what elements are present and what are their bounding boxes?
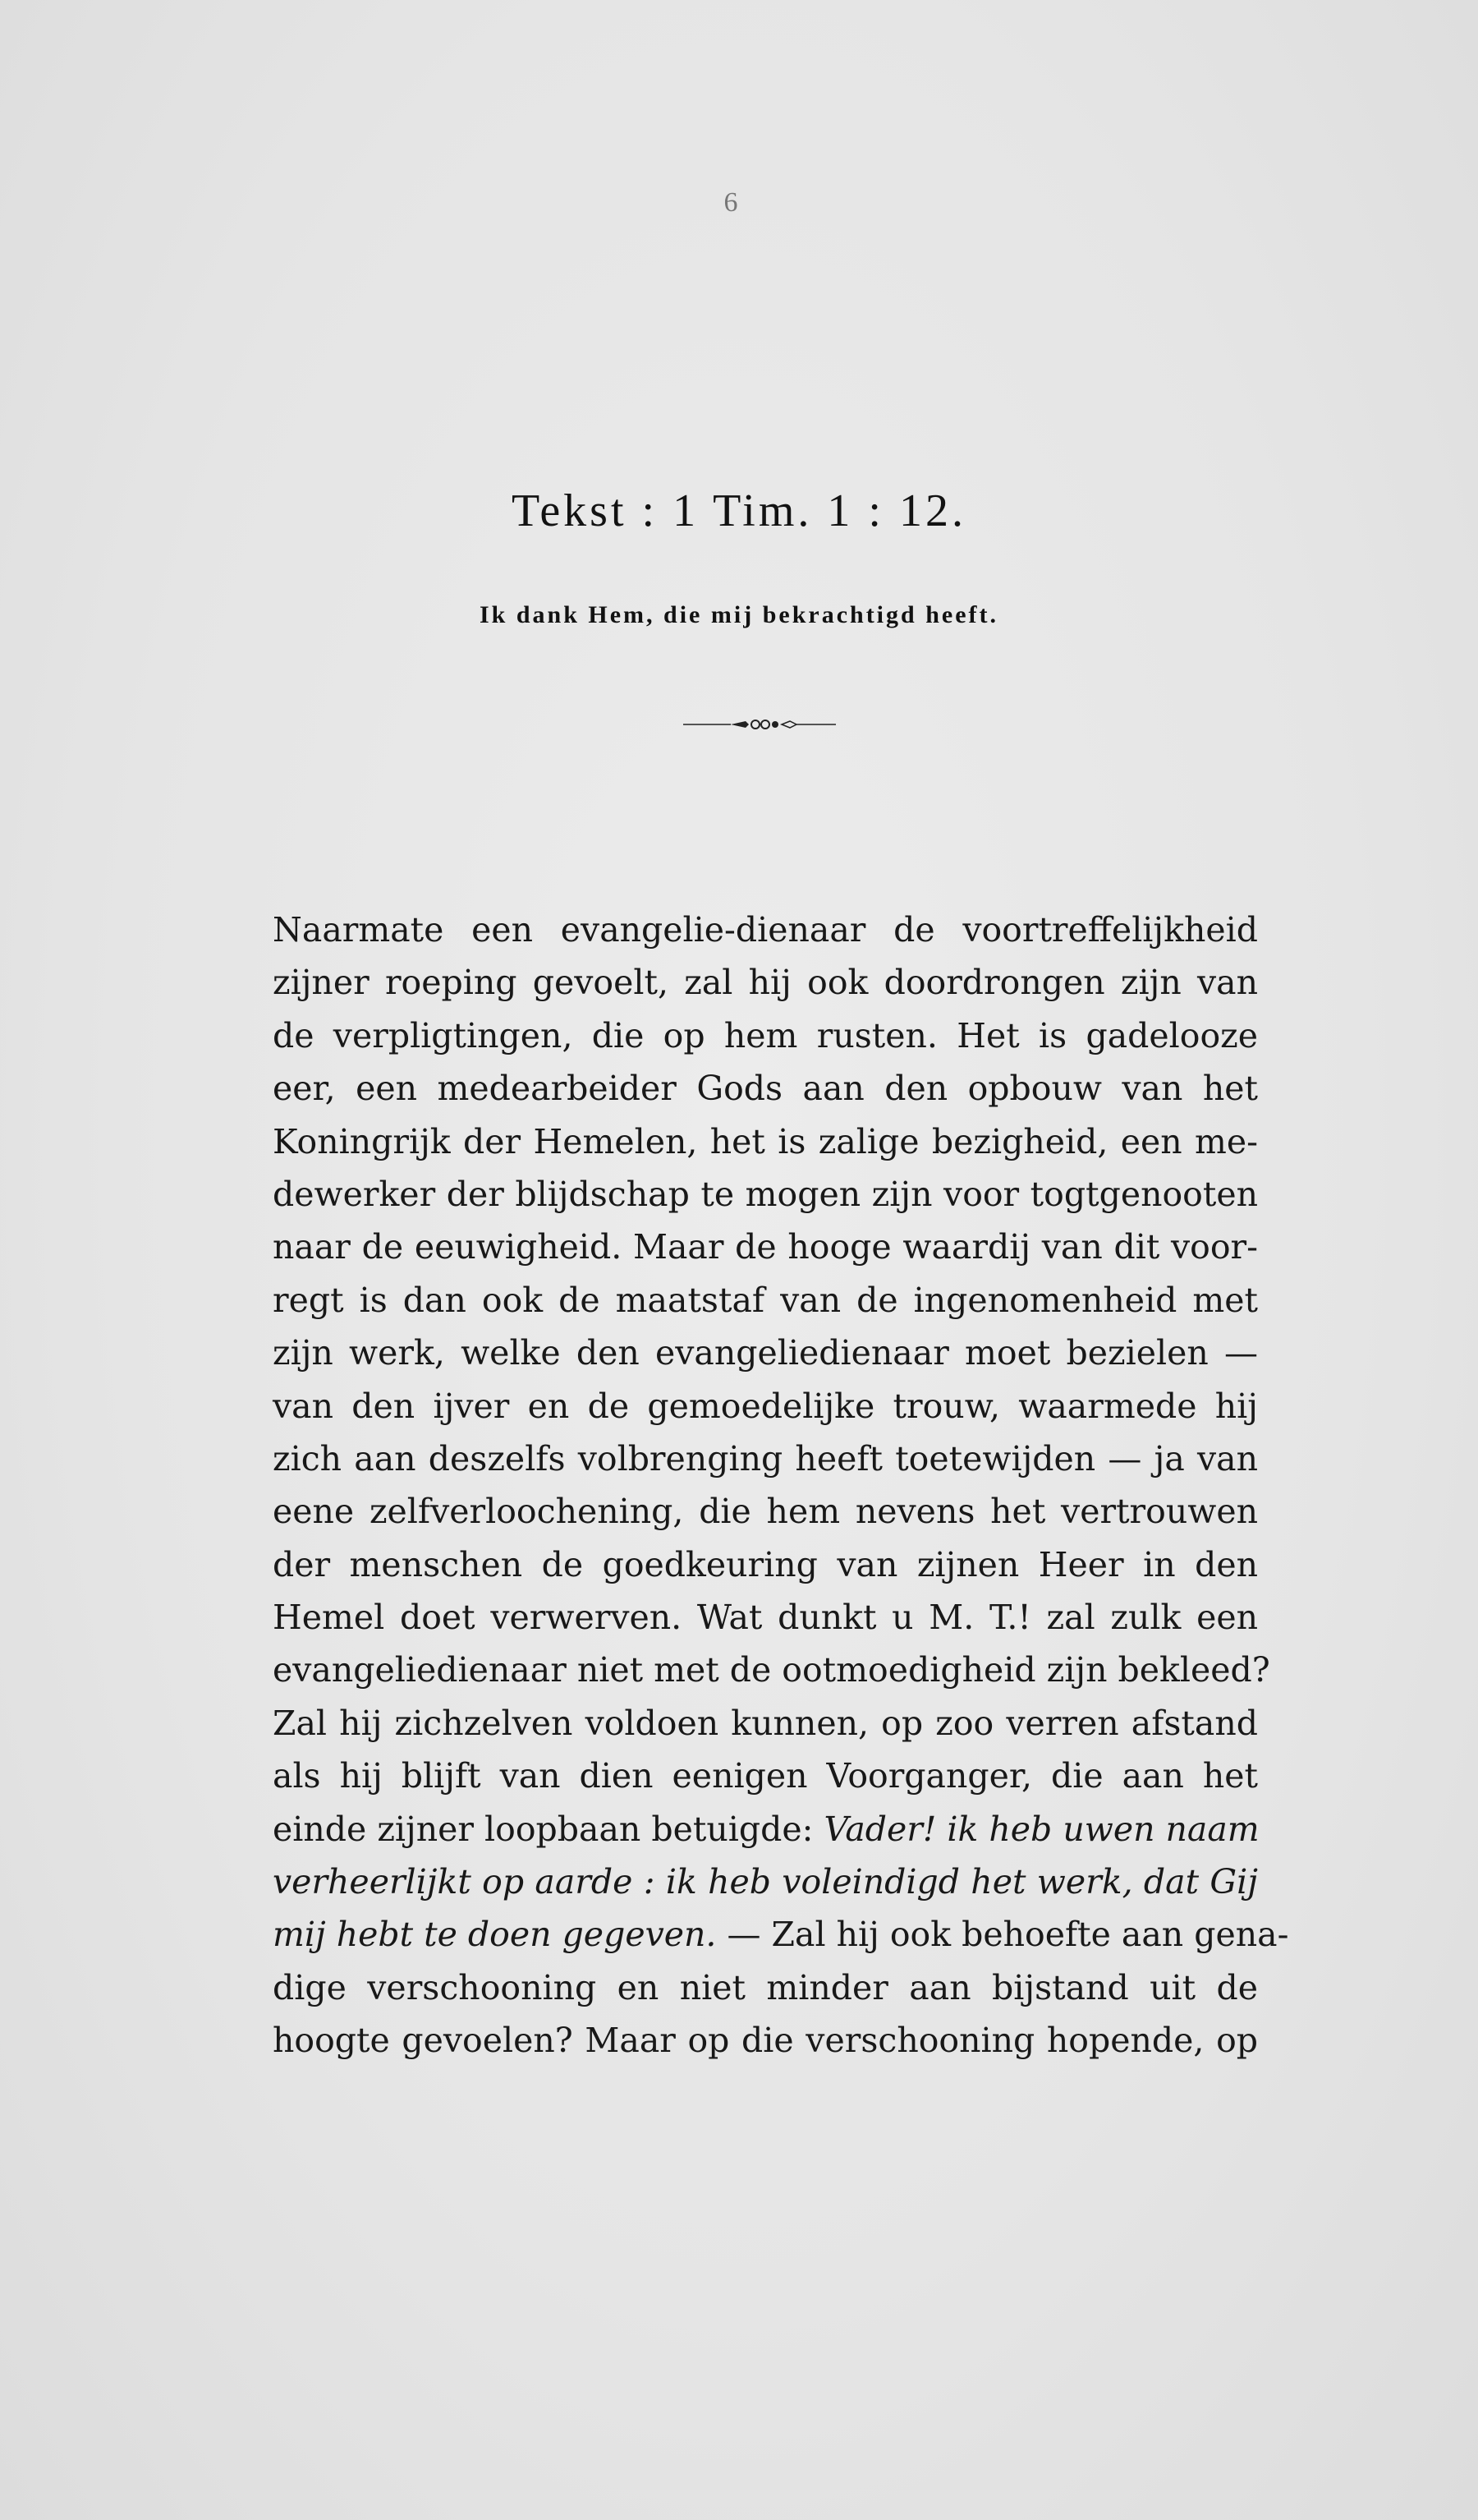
body-line-italic-segment: Vader! ik heb uwen naam <box>824 1809 1260 1849</box>
body-line <box>273 1856 1258 1908</box>
body-line-segment: der menschen de goedkeuring van zijnen Heer in den <box>273 1544 1258 1584</box>
body-line-segment: naar de eeuwigheid. Maar de hooge waardij van dit voor- <box>273 1227 1258 1267</box>
page-number: 6 <box>723 187 738 218</box>
body-line-italic-segment: mij hebt te doen gegeven. <box>273 1915 717 1955</box>
body-line <box>273 1062 1258 1115</box>
body-line-segment: Zal hij zichzelven voldoen kunnen, op zoo verren afstand <box>273 1703 1258 1743</box>
sermon-text-reference: Tekst : 1 Tim. 1 : 12. <box>512 485 966 536</box>
body-line-segment: regt is dan ook de maatstaf van de ingenomenheid met <box>273 1280 1258 1320</box>
body-line-segment: einde zijner loopbaan betuigde: <box>273 1809 824 1849</box>
body-line <box>273 1221 1258 1273</box>
body-line <box>273 1961 1258 2014</box>
body-line <box>273 904 1258 956</box>
body-line-segment: eer, een medearbeider Gods aan den opbouw van het <box>273 1069 1258 1109</box>
body-line-segment: van den ijver en de gemoedelijke trouw, waarmede hij <box>273 1386 1258 1426</box>
body-line-segment: als hij blijft van dien eenigen Voorganger, die aan het <box>273 1756 1258 1796</box>
body-line <box>273 1538 1258 1591</box>
body-line-segment: de verpligtingen, die op hem rusten. Het is gadelooze <box>273 1015 1258 1055</box>
body-line <box>273 1115 1258 1168</box>
body-line <box>273 1750 1258 1802</box>
body-line-segment: Hemel doet verwerven. Wat dunkt u M. T.! zal zulk een <box>273 1598 1258 1638</box>
body-line-segment: dige verschooning en niet minder aan bijstand uit de <box>273 1967 1258 2007</box>
body-line-italic-segment: verheerlijkt op aarde : ik heb voleindigd het werk, dat Gij <box>273 1862 1258 1902</box>
body-line <box>273 956 1258 1009</box>
body-line <box>273 1432 1258 1485</box>
body-line <box>273 1644 1270 1696</box>
body-line-segment: evangeliedienaar niet met de ootmoedigheid zijn bekleed? <box>273 1650 1270 1690</box>
body-line <box>273 1380 1258 1432</box>
body-line-segment: dewerker der blijdschap te mogen zijn voor togtgenooten <box>273 1174 1258 1214</box>
body-line <box>273 1697 1258 1750</box>
body-text <box>273 904 1289 2067</box>
body-line-segment: zijn werk, welke den evangeliedienaar moet bezielen — <box>273 1333 1258 1373</box>
sermon-text-quote: Ik dank Hem, die mij bekrachtigd heeft. <box>479 601 998 628</box>
body-line-segment: zich aan deszelfs volbrenging heeft toetewijden — ja van <box>273 1438 1258 1478</box>
body-line <box>273 1327 1258 1379</box>
body-line <box>273 1908 1289 1961</box>
body-line-segment: eene zelfverloochening, die hem nevens het vertrouwen <box>273 1492 1258 1532</box>
body-line <box>273 1485 1258 1538</box>
body-line <box>273 1803 1258 1856</box>
ornament-divider-icon <box>682 715 838 734</box>
body-line-segment: Koningrijk der Hemelen, het is zalige bezigheid, een me- <box>273 1121 1258 1161</box>
body-line <box>273 2014 1258 2067</box>
body-line-segment: hoogte gevoelen? Maar op die verschooning hopende, op <box>273 2021 1258 2061</box>
body-line <box>273 1274 1258 1327</box>
body-line <box>273 1168 1258 1221</box>
body-line <box>273 1009 1258 1062</box>
body-line-segment: — Zal hij ook behoefte aan gena- <box>716 1915 1289 1955</box>
body-line <box>273 1591 1258 1644</box>
body-line-segment: Naarmate een evangelie-dienaar de voortreffelijkheid <box>273 910 1258 950</box>
body-line-segment: zijner roeping gevoelt, zal hij ook doordrongen zijn van <box>273 963 1258 1003</box>
